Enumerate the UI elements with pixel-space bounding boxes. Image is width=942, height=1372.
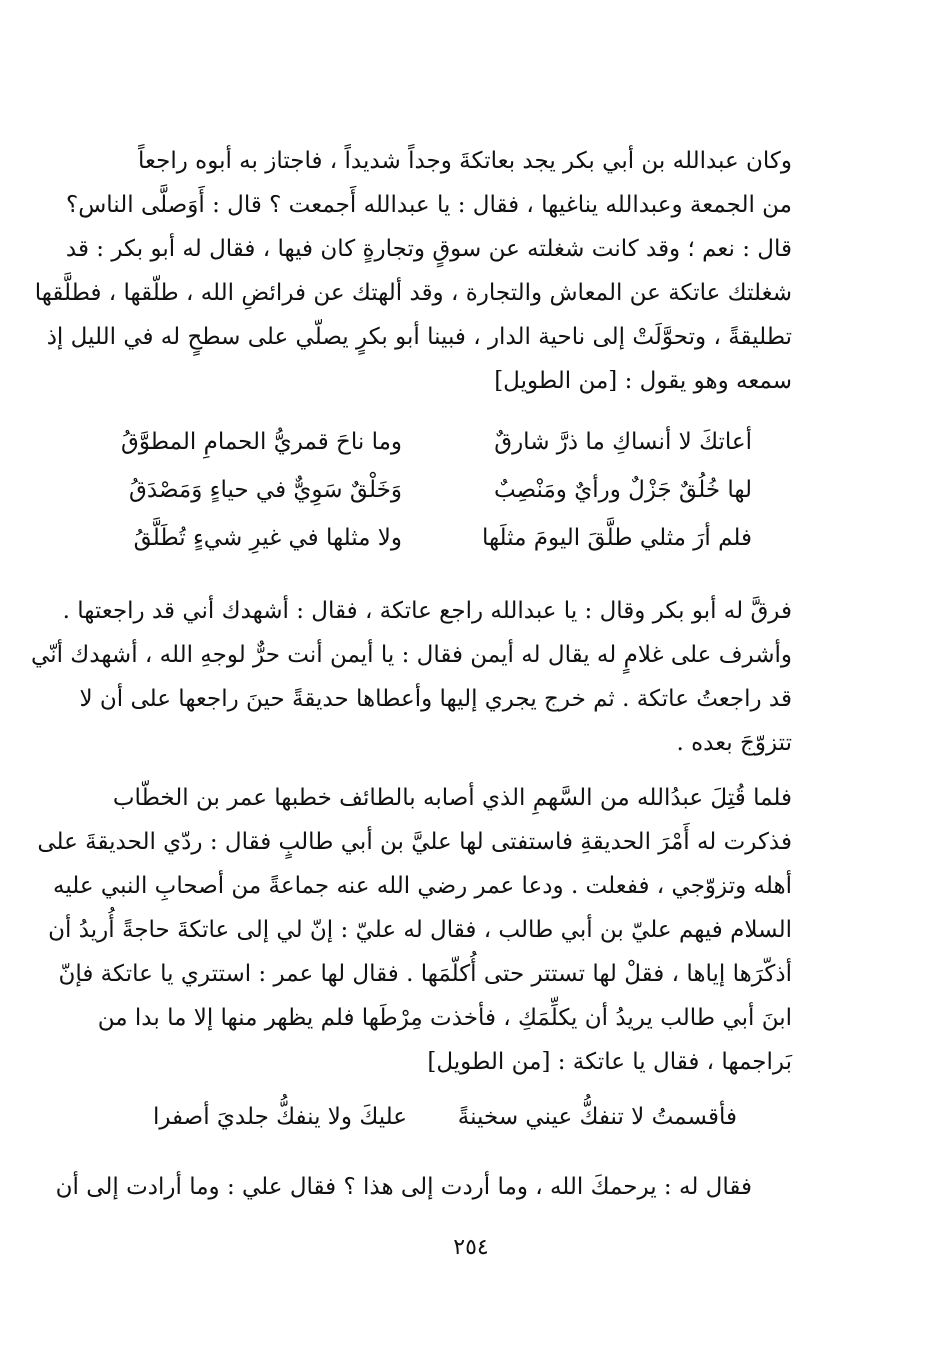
page-number: ٢٥٤ xyxy=(453,1235,489,1260)
paragraph-1-line-4: شغلتك عاتكة عن المعاش والتجارة ، وقد ألهتك عن فرائضِ الله ، طلّقها ، فطلَّقها xyxy=(34,280,792,306)
verse-1-first-hemistich: أعاتكَ لا أنساكِ ما ذرَّ شارقٌ xyxy=(494,429,752,455)
paragraph-2-line-3: قد راجعتُ عاتكة . ثم خرج يجري إليها وأعطاها حديقةً حينَ راجعها على أن لا xyxy=(79,686,792,712)
poem-2-second-hemistich: عليكَ ولا ينفكُّ جلديَ أصفرا xyxy=(152,1104,407,1130)
paragraph-4-line-1: فقال له : يرحمكَ الله ، وما أردت إلى هذا ؟ فقال علي : وما أرادت إلى أن xyxy=(55,1174,752,1200)
verse-3-second-hemistich: ولا مثلها في غيرِ شيءٍ تُطَلَّقُ xyxy=(133,525,402,551)
paragraph-2-line-1: فرقَّ له أبو بكر وقال : يا عبدالله راجع عاتكة ، فقال : أشهدك أني قد راجعتها . xyxy=(62,598,792,624)
paragraph-1-line-6: سمعه وهو يقول : [من الطويل] xyxy=(494,368,792,394)
poem-1-verse-3 xyxy=(102,516,752,560)
paragraph-2-line-4: تتزوّجَ بعده . xyxy=(676,730,792,756)
paragraph-3-line-2: فذكرت له أَمْرَ الحديقةِ فاستفتى لها عليَّ بن أبي طالبٍ فقال : ردّي الحديقةَ على xyxy=(37,829,792,855)
paragraph-2-line-2: وأشرف على غلامٍ له يقال له أيمن فقال : يا أيمن أنت حرٌّ لوجهِ الله ، أشهدك أنّي xyxy=(31,642,792,668)
verse-2-second-hemistich: وَخَلْقٌ سَوِيٌّ في حياءٍ وَمَصْدَقُ xyxy=(129,477,402,503)
paragraph-3-line-6: ابنَ أبي طالب يريدُ أن يكلِّمَكِ ، فأخذت مِرْطَها فلم يظهر منها إلا ما بدا من xyxy=(97,1005,792,1031)
paragraph-1-line-1: وكان عبدالله بن أبي بكر يجد بعاتكةَ وجداً شديداً ، فاجتاز به أبوه راجعاً xyxy=(138,148,792,174)
paragraph-1-line-3: قال : نعم ؛ وقد كانت شغلته عن سوقٍ وتجارةٍ كان فيها ، فقال له أبو بكر : قد xyxy=(65,236,792,262)
paragraph-3-line-4: السلام فيهم عليّ بن أبي طالب ، فقال له عليّ : إنّ لي إلى عاتكةَ حاجةً أُريدُ أن xyxy=(48,917,792,943)
poem-1-verse-1 xyxy=(102,420,752,464)
poem-2-first-hemistich: فأقسمتُ لا تنفكُّ عيني سخينةً xyxy=(457,1104,737,1130)
paragraph-1-line-2: من الجمعة وعبدالله يناغيها ، فقال : يا عبدالله أَجمعت ؟ قال : أَوَصلَّى الناس؟ xyxy=(66,192,792,218)
paragraph-3-line-7: بَراجمها ، فقال يا عاتكة : [من الطويل] xyxy=(427,1049,792,1075)
paragraph-3-line-3: أهله وتزوّجي ، ففعلت . ودعا عمر رضي الله عنه جماعةً من أصحابِ النبي عليه xyxy=(53,873,792,899)
poem-1-verse-2 xyxy=(102,468,752,512)
verse-1-second-hemistich: وما ناحَ قمريُّ الحمامِ المطوَّقُ xyxy=(121,429,402,455)
paragraph-1-line-5: تطليقةً ، وتحوَّلَتْ إلى ناحية الدار ، فبينا أبو بكرٍ يصلّي على سطحٍ له في الليل إذ xyxy=(46,324,792,350)
poem-2-verse-1 xyxy=(117,1095,737,1139)
paragraph-3-line-5: أذكّرَها إياها ، فقلْ لها تستتر حتى أُكلّمَها . فقال لها عمر : استتري يا عاتكة فإنّ xyxy=(58,961,792,987)
verse-3-first-hemistich: فلم أرَ مثلي طلَّقَ اليومَ مثلَها xyxy=(481,525,752,551)
verse-2-first-hemistich: لها خُلُقٌ جَزْلٌ ورأيٌ ومَنْصِبٌ xyxy=(494,477,752,503)
paragraph-3-line-1: فلما قُتِلَ عبدُالله من السَّهمِ الذي أصابه بالطائف خطبها عمر بن الخطّاب xyxy=(112,785,792,811)
